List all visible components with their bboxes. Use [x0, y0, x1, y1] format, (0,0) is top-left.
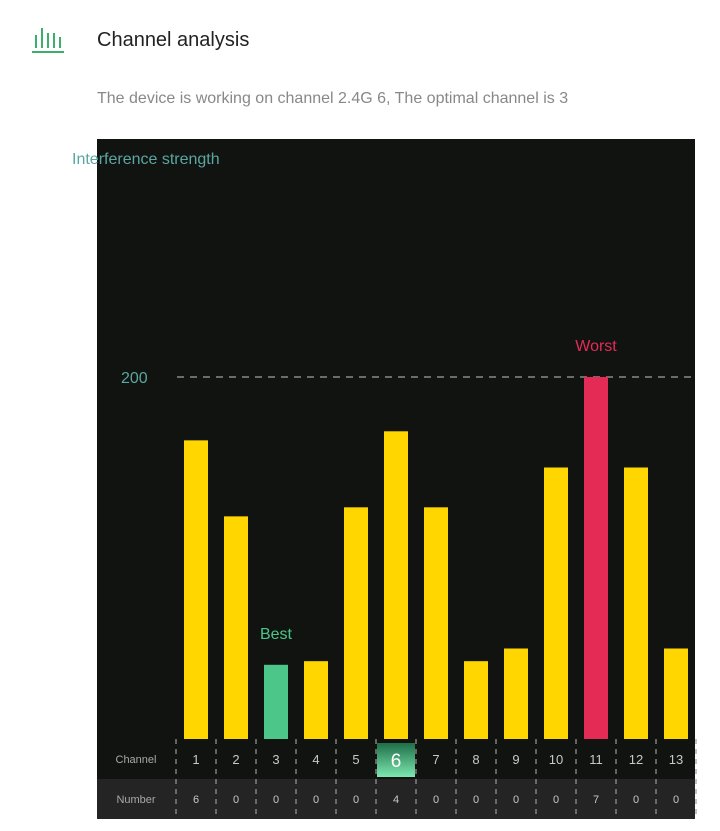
- tick-label-channel-13: 13: [668, 752, 684, 767]
- number-label-channel-8: 0: [472, 794, 480, 806]
- bar-channel-11: [584, 377, 608, 739]
- bar-channel-5: [344, 507, 368, 739]
- number-label-channel-2: 0: [232, 794, 240, 806]
- number-label-channel-13: 0: [672, 794, 680, 806]
- number-label-channel-12: 0: [632, 794, 640, 806]
- tick-label-channel-10: 10: [548, 752, 564, 767]
- number-label-channel-11: 7: [592, 794, 600, 806]
- number-label-channel-7: 0: [432, 794, 440, 806]
- tick-label-channel-5: 5: [352, 752, 360, 767]
- number-label-channel-9: 0: [512, 794, 520, 806]
- channel-chart-panel: [72, 139, 695, 819]
- tick-label-channel-9: 9: [512, 752, 520, 767]
- tick-label-channel-4: 4: [312, 752, 320, 767]
- number-label-channel-3: 0: [272, 794, 280, 806]
- tick-label-channel-1: 1: [192, 752, 200, 767]
- bar-channel-8: [464, 661, 488, 739]
- tick-label-channel-11: 11: [589, 752, 603, 767]
- tick-label-channel-2: 2: [232, 752, 240, 767]
- y-tick-label: 200: [121, 370, 148, 387]
- bar-channel-13: [664, 649, 688, 740]
- channel-row-label: Channel: [115, 754, 157, 766]
- tick-label-channel-3: 3: [272, 752, 280, 767]
- bar-channel-1: [184, 440, 208, 739]
- number-label-channel-4: 0: [312, 794, 320, 806]
- y-axis-label: Interference strength: [72, 151, 220, 168]
- bar-channel-4: [304, 661, 328, 739]
- best-channel-label: Best: [259, 625, 293, 643]
- channel-summary-text: The device is working on channel 2.4G 6, The optimal channel is 3: [97, 90, 569, 107]
- tick-label-channel-6: 6: [390, 751, 402, 772]
- bar-channel-10: [544, 468, 568, 740]
- bar-channel-2: [224, 516, 248, 739]
- bar-channel-3: [264, 665, 288, 739]
- number-label-channel-1: 6: [192, 794, 200, 806]
- channel-bar-chart: [72, 139, 695, 819]
- bar-channel-7: [424, 507, 448, 739]
- worst-channel-label: Worst: [575, 338, 617, 355]
- tick-label-channel-7: 7: [432, 752, 440, 767]
- number-label-channel-10: 0: [552, 794, 560, 806]
- signal-bars-icon: [32, 26, 64, 54]
- bar-channel-12: [624, 468, 648, 740]
- page-title: Channel analysis: [97, 29, 250, 51]
- number-label-channel-5: 0: [352, 794, 360, 806]
- tick-label-channel-8: 8: [472, 752, 480, 767]
- number-row-label: Number: [116, 794, 156, 806]
- number-label-channel-6: 4: [392, 794, 400, 806]
- tick-label-channel-12: 12: [628, 752, 644, 767]
- bar-channel-6: [384, 431, 408, 739]
- bar-channel-9: [504, 649, 528, 740]
